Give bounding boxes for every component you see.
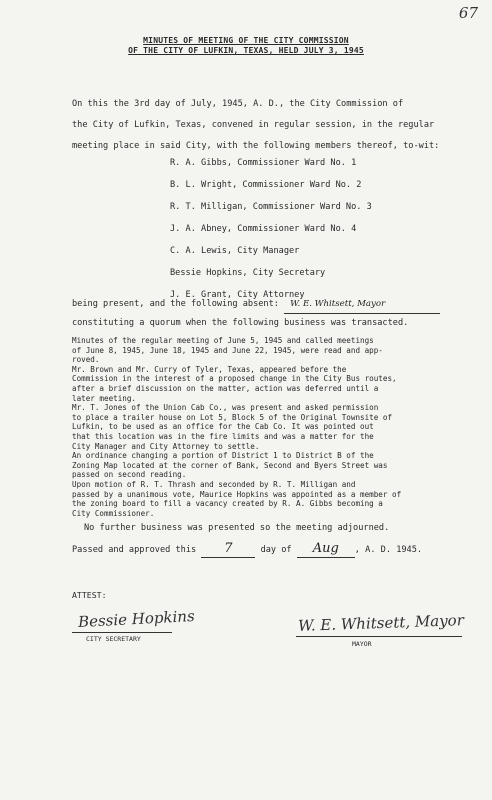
page-number: 67: [458, 4, 478, 22]
member-7: J. E. Grant, City Attorney: [170, 290, 305, 300]
passed-day: 7: [201, 540, 255, 558]
mayor-label: MAYOR: [352, 640, 372, 648]
minutes-item-1: Minutes of the regular meeting of June 5, 1945 and called meetings of June 8, 1945, June 18, 1945 and June 22, 1945, were read and app- roved.: [72, 336, 383, 365]
passed-suffix: , A. D. 1945.: [354, 545, 423, 555]
passed-mid: day of: [260, 545, 292, 555]
minutes-body: [72, 336, 472, 518]
minutes-item-3: Mr. T. Jones of the Union Cab Co., was present and asked permission to place a trailer house on Lot 5, Block 5 of the Original Townsite of Lufkin, to be used as an office for the Cab Co. It was pointed out that this location was in the fire limits and was a matter for the City Manager and City Attorney to settle.: [72, 403, 393, 451]
title-line-1: MINUTES OF MEETING OF THE CITY COMMISSION: [143, 36, 349, 45]
minutes-item-2: Mr. Brown and Mr. Curry of Tyler, Texas, appeared before the Commission in the interest of a proposed change in the City Bus routes, after a brief discussion on the matter, action was deferred until a later meeting.: [72, 364, 397, 403]
passed-prefix: Passed and approved this: [72, 545, 197, 555]
mayor-signature-line: [296, 636, 462, 637]
member-6: Bessie Hopkins, City Secretary: [170, 268, 326, 278]
title-line-2: OF THE CITY OF LUFKIN, TEXAS, HELD JULY 3, 1945: [128, 46, 364, 55]
absent-name: W. E. Whitsett, Mayor: [284, 296, 440, 314]
member-5: C. A. Lewis, City Manager: [170, 246, 300, 256]
member-4: J. A. Abney, Commissioner Ward No. 4: [170, 224, 357, 234]
intro-line-1: On this the 3rd day of July, 1945, A. D., the City Commission of: [72, 99, 404, 109]
secretary-signature: Bessie Hopkins: [77, 606, 196, 632]
passed-month: Aug: [297, 540, 355, 558]
secretary-signature-line: [72, 632, 172, 633]
minutes-item-5: Upon motion of R. T. Thrash and seconded by R. T. Milligan and passed by a unanimous vote, Maurice Hopkins was appointed as a member of the zoning board to fill a vacancy created by R. A. Gibbs becoming a City Commissioner.: [72, 479, 402, 518]
intro-line-2: the City of Lufkin, Texas, convened in regular session, in the regular: [72, 120, 435, 130]
absent-line: [72, 296, 460, 314]
quorum-line: constituting a quorum when the following business was transacted.: [72, 318, 409, 328]
member-3: R. T. Milligan, Commissioner Ward No. 3: [170, 202, 372, 212]
member-2: B. L. Wright, Commissioner Ward No. 2: [170, 180, 362, 190]
attest-label: ATTEST:: [72, 590, 107, 600]
secretary-label: CITY SECRETARY: [86, 635, 141, 643]
mayor-signature: W. E. Whitsett, Mayor: [297, 611, 465, 635]
absent-prefix: being present, and the following absent:: [72, 299, 279, 309]
intro-line-3: meeting place in said City, with the following members thereof, to-wit:: [72, 141, 440, 151]
no-further-line: No further business was presented so the meeting adjourned.: [84, 523, 390, 533]
passed-line: [72, 540, 460, 559]
minutes-item-4: An ordinance changing a portion of District 1 to District B of the Zoning Map located at the corner of Bank, Second and Byers Street was passed on second reading.: [72, 451, 388, 480]
member-1: R. A. Gibbs, Commissioner Ward No. 1: [170, 158, 357, 168]
